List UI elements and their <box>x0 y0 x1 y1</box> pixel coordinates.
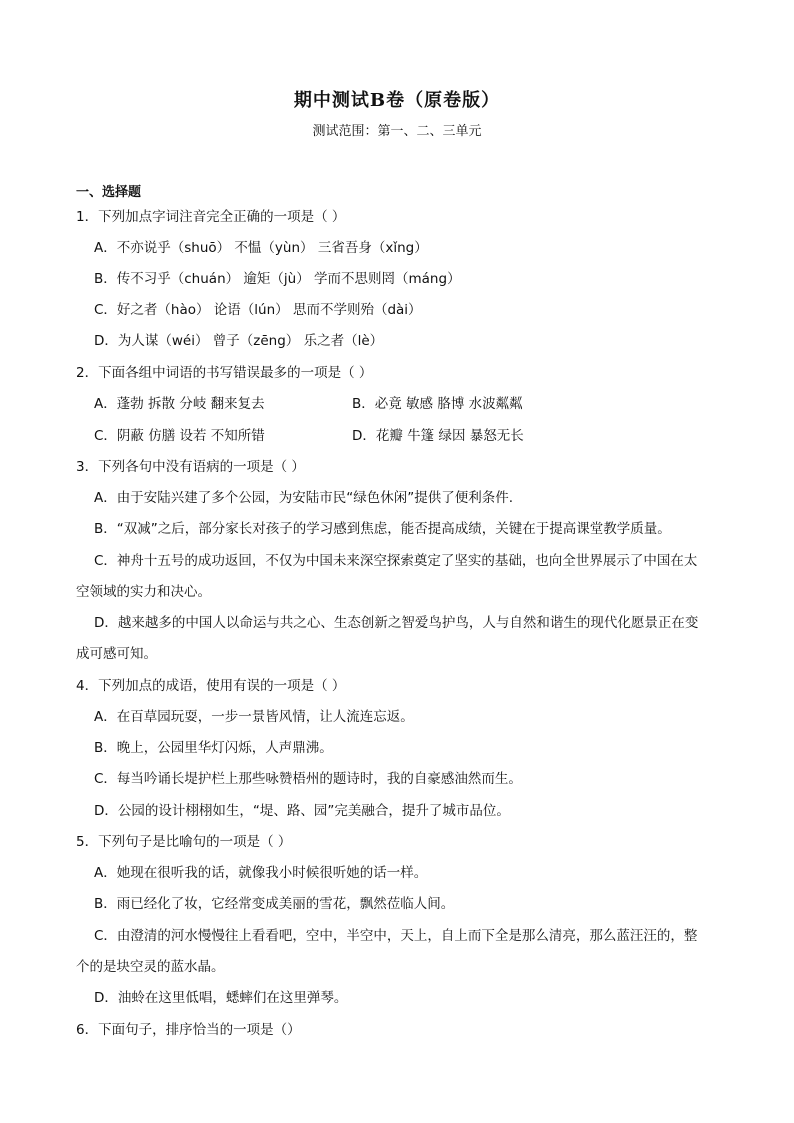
question-3-option-c: C．神舟十五号的成功返回，不仅为中国未来深空探索奠定了坚实的基础，也向全世界展示了中国在太 <box>94 553 698 569</box>
question-3-option-c-continued: 空领域的实力和决心。 <box>76 584 211 600</box>
question-6-stem: 6．下面句子，排序恰当的一项是（） <box>76 1022 301 1038</box>
question-1-option-a: A．不亦说乎（shuō） 不愠（yùn） 三省吾身（xǐng） <box>94 240 428 256</box>
question-5-option-a: A．她现在很听我的话，就像我小时候很听她的话一样。 <box>94 865 428 881</box>
question-5-option-d: D．油蛉在这里低唱，蟋蟀们在这里弹琴。 <box>94 990 348 1006</box>
page-title: 期中测试B卷（原卷版） <box>293 90 501 111</box>
question-4-option-d: D．公园的设计栩栩如生，“堤、路、园”完美融合，提升了城市品位。 <box>94 803 510 819</box>
page-subtitle: 测试范围：第一、二、三单元 <box>312 124 482 139</box>
question-4-option-b: B．晚上，公园里华灯闪烁，人声鼎沸。 <box>94 740 333 756</box>
section-heading: 一、选择题 <box>76 185 142 200</box>
question-2-option-d: D．花瓣 牛篷 绿因 暴怒无长 <box>352 428 524 444</box>
question-1-stem: 1．下列加点字词注音完全正确的一项是（ ） <box>76 209 346 225</box>
question-4-option-c: C．每当吟诵长堤护栏上那些咏赞梧州的题诗时，我的自豪感油然而生。 <box>94 771 522 787</box>
question-2-option-c: C．阴蔽 仿膳 设若 不知所错 <box>94 428 265 444</box>
question-3-option-b: B．“双减”之后，部分家长对孩子的学习感到焦虑，能否提高成绩，关键在于提高课堂教学质量。 <box>94 521 671 537</box>
question-1-option-b: B．传不习乎（chuán） 逾矩（jù） 学而不思则罔（máng） <box>94 271 461 287</box>
question-3-option-d-continued: 成可感可知。 <box>76 646 157 662</box>
question-3-stem: 3．下列各句中没有语病的一项是（ ） <box>76 459 305 475</box>
question-4-option-a: A．在百草园玩耍，一步一景皆风情，让人流连忘返。 <box>94 709 414 725</box>
question-5-stem: 5．下列句子是比喻句的一项是（ ） <box>76 834 292 850</box>
question-2-option-b: B．必竟 敏感 胳博 水波粼粼 <box>352 396 523 412</box>
question-2-stem: 2．下面各组中词语的书写错误最多的一项是（ ） <box>76 365 373 381</box>
question-4-stem: 4．下列加点的成语，使用有误的一项是（ ） <box>76 678 346 694</box>
question-1-option-d: D．为人谋（wéi） 曾子（zēng） 乐之者（lè） <box>94 333 384 349</box>
question-1-option-c: C．好之者（hào） 论语（lún） 思而不学则殆（dài） <box>94 302 422 318</box>
question-5-option-b: B．雨已经化了妆，它经常变成美丽的雪花，飘然莅临人间。 <box>94 896 455 912</box>
question-5-option-c: C．由澄清的河水慢慢往上看看吧，空中，半空中，天上，自上而下全是那么清亮，那么蓝汪汪的，整 <box>94 928 698 944</box>
question-3-option-d: D．越来越多的中国人以命运与共之心、生态创新之智爱鸟护鸟，人与自然和谐生的现代化愿景正在变 <box>94 615 699 631</box>
question-2-option-a: A．蓬勃 拆散 分岐 翻来复去 <box>94 396 265 412</box>
question-3-option-a: A．由于安陆兴建了多个公园，为安陆市民“绿色休闲”提供了便利条件. <box>94 490 514 506</box>
question-5-option-c-continued: 个的是块空灵的蓝水晶。 <box>76 959 225 975</box>
